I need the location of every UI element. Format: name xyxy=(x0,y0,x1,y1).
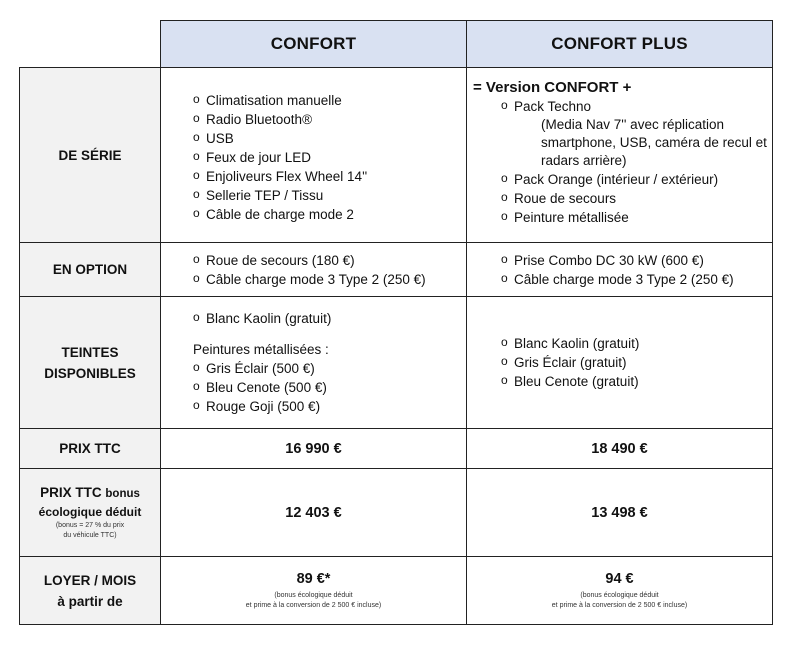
list-item: o Sellerie TEP / Tissu xyxy=(193,186,466,205)
pack-techno-note: (Media Nav 7'' avec réplication smartphone, USB, caméra de recul et radars arrière) xyxy=(541,117,767,168)
prix-bonus-note-line1: (bonus = 27 % du prix xyxy=(55,522,125,529)
header-confort-plus: CONFORT PLUS xyxy=(467,21,773,68)
list-item: o Enjoliveurs Flex Wheel 14'' xyxy=(193,167,466,186)
list-item: o Roue de secours (180 €) xyxy=(193,251,466,270)
list-item: o Pack Techno xyxy=(501,97,772,116)
list-item: o Blanc Kaolin (gratuit) xyxy=(501,334,772,353)
teintes-label-line1: TEINTES xyxy=(61,344,119,360)
serie-plus-list xyxy=(501,97,772,116)
row-label-prix-bonus xyxy=(20,469,161,557)
loyer-confort-cell xyxy=(161,557,467,625)
prix-bonus-label-bold: PRIX TTC xyxy=(40,485,102,500)
serie-plus-cell xyxy=(467,68,773,243)
list-item: o Blanc Kaolin (gratuit) xyxy=(193,309,466,328)
serie-confort-cell xyxy=(161,68,467,243)
list-item: o Rouge Goji (500 €) xyxy=(193,397,466,416)
loyer-label-line2: à partir de xyxy=(57,593,123,609)
loyer-confort-plus: 94 € xyxy=(605,570,634,587)
row-label-teintes xyxy=(20,297,161,429)
row-label-serie: DE SÉRIE xyxy=(20,68,161,243)
list-item: o Câble charge mode 3 Type 2 (250 €) xyxy=(501,270,772,289)
list-item: o Bleu Cenote (500 €) xyxy=(193,378,466,397)
loyer-confort-note1: (bonus écologique déduit xyxy=(274,591,353,599)
prix-bonus-confort-plus: 13 498 € xyxy=(467,469,773,557)
corner-cell xyxy=(20,21,161,68)
list-item: o Câble charge mode 3 Type 2 (250 €) xyxy=(193,270,466,289)
list-item: o Climatisation manuelle xyxy=(193,91,466,110)
loyer-label-line1: LOYER / MOIS xyxy=(43,572,137,588)
list-item: o Bleu Cenote (gratuit) xyxy=(501,372,772,391)
comparison-table xyxy=(19,20,773,625)
list-item: o Peinture métallisée xyxy=(501,208,772,227)
option-confort-cell xyxy=(161,243,467,297)
row-label-option: EN OPTION xyxy=(20,243,161,297)
list-item: o Câble de charge mode 2 xyxy=(193,205,466,224)
list-item: o Roue de secours xyxy=(501,189,772,208)
list-item: o Gris Éclair (gratuit) xyxy=(501,353,772,372)
teintes-confort-cell xyxy=(161,297,467,429)
loyer-confort-note2: et prime à la conversion de 2 500 € incluse) xyxy=(245,601,382,609)
list-item: o Prise Combo DC 30 kW (600 €) xyxy=(501,251,772,270)
option-plus-cell xyxy=(467,243,773,297)
teintes-label-line2: DISPONIBLES xyxy=(44,365,136,381)
prix-bonus-note-line2: du véhicule TTC) xyxy=(63,532,117,539)
loyer-confort: 89 €* xyxy=(296,570,331,587)
teintes-plus-cell xyxy=(467,297,773,429)
serie-plus-list-rest xyxy=(501,170,772,227)
serie-plus-heading: = Version CONFORT + xyxy=(473,79,632,96)
loyer-plus-cell xyxy=(467,557,773,625)
list-item: o Feux de jour LED xyxy=(193,148,466,167)
prix-bonus-label-small: bonus xyxy=(105,488,140,500)
prix-confort-plus: 18 490 € xyxy=(467,429,773,469)
list-item: o USB xyxy=(193,129,466,148)
header-confort: CONFORT xyxy=(161,21,467,68)
prix-bonus-label-line2: écologique déduit xyxy=(38,505,142,519)
list-item: o Pack Orange (intérieur / extérieur) xyxy=(501,170,772,189)
loyer-plus-note1: (bonus écologique déduit xyxy=(580,591,659,599)
serie-confort-list xyxy=(193,91,466,224)
row-label-prix: PRIX TTC xyxy=(20,429,161,469)
list-item: o Radio Bluetooth® xyxy=(193,110,466,129)
prix-bonus-confort: 12 403 € xyxy=(161,469,467,557)
prix-confort: 16 990 € xyxy=(161,429,467,469)
metallic-label: Peintures métallisées : xyxy=(193,342,329,357)
list-item: o Gris Éclair (500 €) xyxy=(193,359,466,378)
row-label-loyer xyxy=(20,557,161,625)
loyer-plus-note2: et prime à la conversion de 2 500 € incluse) xyxy=(551,601,688,609)
